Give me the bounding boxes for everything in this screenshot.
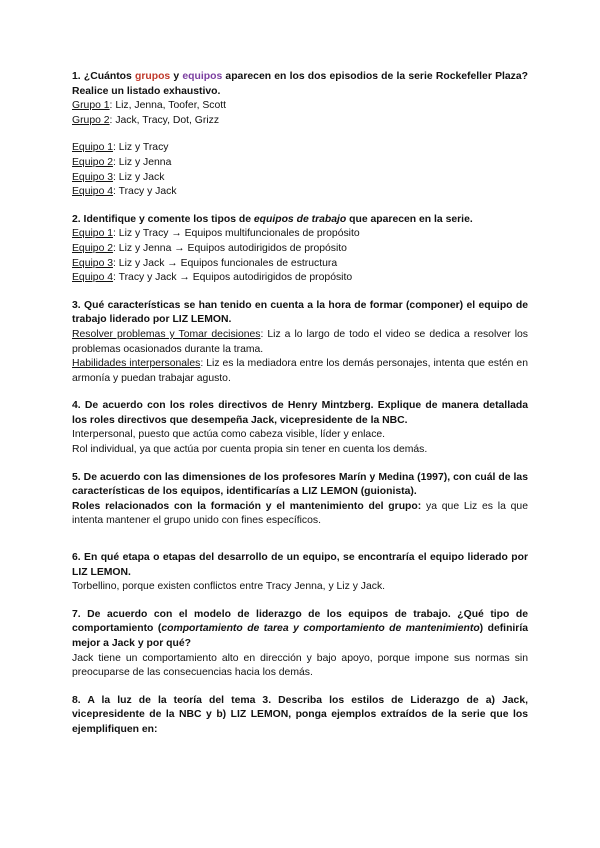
question-5: 5. De acuerdo con las dimensiones de los profesores Marín y Medina (1997), con cuál de las características de los equipos, identificarías a LIZ LEMON (guionista). xyxy=(72,471,528,498)
q1-team-2: Equipo 2: Liz y Jenna xyxy=(72,156,172,168)
q3-item-1: Resolver problemas y Tomar decisiones: Liz a lo largo de todo el video se dedica a resolver los problemas ocasionados durante la trama. xyxy=(72,328,528,355)
q3-item-2: Habilidades interpersonales: Liz es la mediadora entre los demás personajes, intenta que estén en armonía y puedan trabajar agusto. xyxy=(72,358,528,384)
q2-team-4: Equipo 4: Tracy y Jack → Equipos autodirigidos de propósito xyxy=(72,272,353,284)
q5-answer: Roles relacionados con la formación y el mantenimiento del grupo: ya que Liz es la que intenta mantener el grupo unido con fines específicos. xyxy=(72,500,528,527)
q1-team-3: Equipo 3: Liz y Jack xyxy=(72,171,165,183)
q4-answer-1: Interpersonal, puesto que actúa como cabeza visible, líder y enlace. xyxy=(72,429,386,441)
q1-team-1: Equipo 1: Liz y Tracy xyxy=(72,142,169,154)
q4-answer-2: Rol individual, ya que actúa por cuenta propia sin tener en cuenta los demás. xyxy=(72,444,428,456)
document-page xyxy=(72,70,528,738)
q2-team-3: Equipo 3: Liz y Jack → Equipos funcionales de estructura xyxy=(72,257,338,269)
group-1: Grupo 1: Liz, Jenna, Toofer, Scott xyxy=(72,100,227,112)
question-3: 3. Qué características se han tenido en cuenta a la hora de formar (componer) el equipo de trabajo liderado por LIZ LEMON. xyxy=(72,299,528,326)
q6-answer: Torbellino, porque existen conflictos entre Tracy Jenna, y Liz y Jack. xyxy=(72,581,386,593)
q2-team-2: Equipo 2: Liz y Jenna → Equipos autodirigidos de propósito xyxy=(72,242,347,254)
question-4: 4. De acuerdo con los roles directivos de Henry Mintzberg. Explique de manera detallada los roles directivos que desempeña Jack, vicepresidente de la NBC. xyxy=(72,400,528,426)
q2-team-1: Equipo 1: Liz y Tracy → Equipos multifuncionales de propósito xyxy=(72,228,360,240)
question-8: 8. A la luz de la teoría del tema 3. Describa los estilos de Liderazgo de a) Jack, vicepresidente de la NBC y b) LIZ LEMON, ponga ejemplos extraídos de la serie que los ejemplifiquen en: xyxy=(72,694,528,735)
q7-answer: Jack tiene un comportamiento alto en dirección y bajo apoyo, porque impone sus normas sin preocuparse de las consecuencias hacia los demás. xyxy=(72,652,528,679)
question-2: 2. Identifique y comente los tipos de equipos de trabajo que aparecen en la serie. xyxy=(72,213,473,225)
question-1: 1. ¿Cuántos grupos y equipos aparecen en los dos episodios de la serie Rockefeller Plaza? Realice un listado exhaustivo. xyxy=(72,71,528,97)
question-7: 7. De acuerdo con el modelo de liderazgo de los equipos de trabajo. ¿Qué tipo de comportamiento (comportamiento de tarea y comportamiento de mantenimiento) definiría mejor a Jack y por qué? xyxy=(72,608,529,649)
group-2: Grupo 2: Jack, Tracy, Dot, Grizz xyxy=(72,114,220,126)
question-6: 6. En qué etapa o etapas del desarrollo de un equipo, se encontraría el equipo liderado por LIZ LEMON. xyxy=(72,552,528,578)
q1-team-4: Equipo 4: Tracy y Jack xyxy=(72,186,177,198)
